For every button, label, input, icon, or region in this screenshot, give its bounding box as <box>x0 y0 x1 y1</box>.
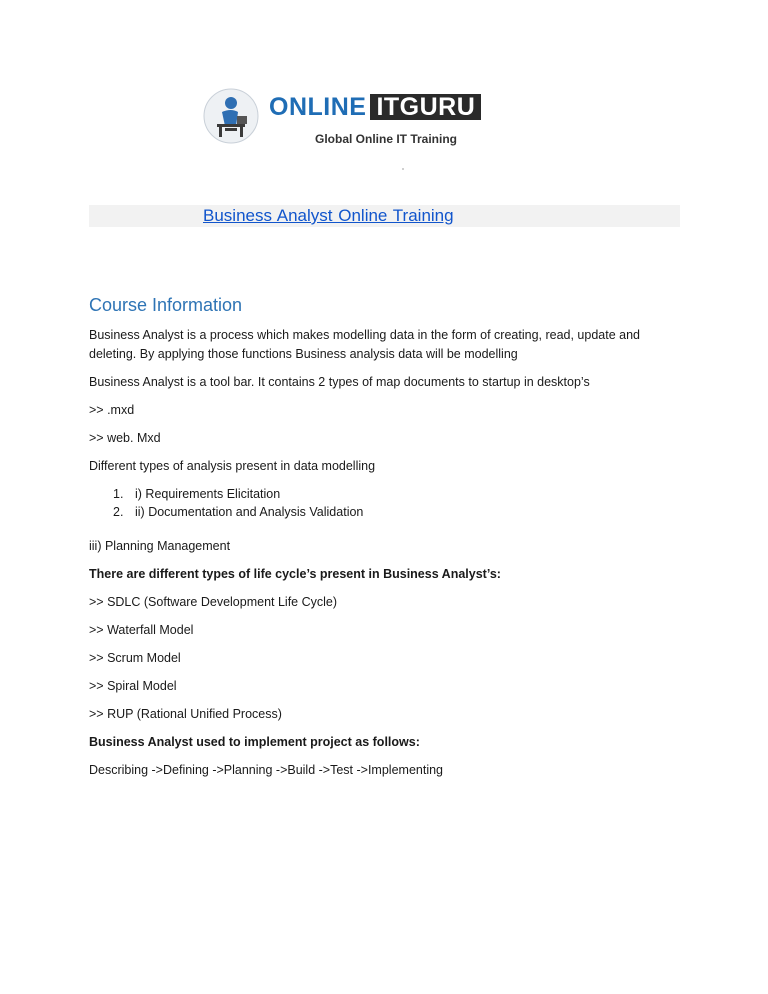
list-item <box>89 485 684 503</box>
paragraph: >> SDLC (Software Development Life Cycle) <box>89 595 338 609</box>
paragraph: iii) Planning Management <box>89 539 231 553</box>
paragraph: Describing ->Defining ->Planning ->Build ->Test ->Implementing <box>89 763 443 777</box>
course-content <box>89 294 684 789</box>
title-link[interactable]: Business Analyst Online Training <box>203 206 454 225</box>
paragraph: Different types of analysis present in data modelling <box>89 459 376 473</box>
paragraph: >> Spiral Model <box>89 679 177 693</box>
list-item-text: i) Requirements Elicitation <box>135 487 281 501</box>
paragraph: >> web. Mxd <box>89 431 161 445</box>
analysis-types-list <box>89 485 684 521</box>
paragraph: >> Scrum Model <box>89 651 181 665</box>
list-item-text: ii) Documentation and Analysis Validation <box>135 505 364 519</box>
logo-wordmark <box>269 94 481 120</box>
title-bar <box>89 205 680 227</box>
list-number: 1. <box>113 487 124 501</box>
logo-word-itguru: ITGURU <box>370 94 481 120</box>
paragraph: Business Analyst is a process which makes modelling data in the form of creating, read, update and deleting. By applying those functions Business analysis data will be modelling <box>89 328 640 361</box>
list-item <box>89 503 684 521</box>
paragraph: >> .mxd <box>89 403 135 417</box>
bold-paragraph: There are different types of life cycle’s present in Business Analyst’s: <box>89 567 501 581</box>
logo-word-online: ONLINE <box>269 93 367 121</box>
trainer-avatar-icon <box>203 88 259 144</box>
bold-paragraph: Business Analyst used to implement project as follows: <box>89 735 420 749</box>
list-number: 2. <box>113 505 124 519</box>
paragraph: Business Analyst is a tool bar. It contains 2 types of map documents to startup in desktop’s <box>89 375 590 389</box>
decorative-dot <box>402 168 404 170</box>
paragraph: >> RUP (Rational Unified Process) <box>89 707 282 721</box>
logo-tagline: Global Online IT Training <box>315 132 458 146</box>
onlineitguru-logo <box>203 88 483 150</box>
section-heading: Course Information <box>89 295 243 315</box>
paragraph: >> Waterfall Model <box>89 623 194 637</box>
